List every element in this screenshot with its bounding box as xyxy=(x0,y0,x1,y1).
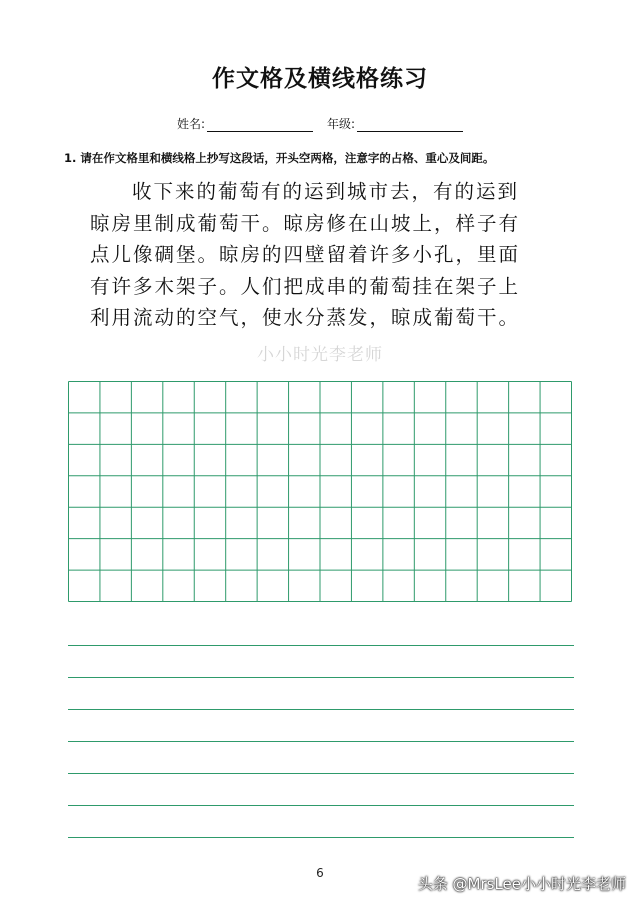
passage-line: 点儿像碉堡。晾房的四壁留着许多小孔，里面 xyxy=(90,243,521,266)
instruction-text: 1. 请在作文格里和横线格上抄写这段话，开头空两格，注意字的占格、重心及间距。 xyxy=(64,151,495,165)
ruled-line xyxy=(68,645,574,646)
passage-line: 晾房里制成葡萄干。晾房修在山坡上，样子有 xyxy=(90,211,521,235)
source-credit: 头条 @MrsLee小小时光李老师 xyxy=(417,875,626,893)
name-label: 姓名: xyxy=(176,117,205,131)
ruled-line xyxy=(68,709,574,710)
ruled-lines-area[interactable] xyxy=(68,645,574,845)
passage xyxy=(90,176,610,334)
writing-grid-lines xyxy=(68,381,572,602)
page-title: 作文格及横线格练习 xyxy=(212,66,428,92)
ruled-line xyxy=(68,837,574,838)
passage-line: 收下来的葡萄有的运到城市去，有的运到 xyxy=(132,180,520,203)
ruled-line xyxy=(68,677,574,678)
grade-field[interactable] xyxy=(327,115,463,132)
ruled-line xyxy=(68,805,574,806)
grade-blank-line[interactable] xyxy=(357,117,463,132)
grade-label: 年级: xyxy=(327,117,356,131)
name-field[interactable] xyxy=(177,115,313,132)
name-blank-line[interactable] xyxy=(207,117,313,132)
passage-line: 利用流动的空气，使水分蒸发，晾成葡萄干。 xyxy=(90,306,521,329)
ruled-line xyxy=(68,773,574,774)
passage-line: 有许多木架子。人们把成串的葡萄挂在架子上 xyxy=(90,274,521,298)
ruled-line xyxy=(68,741,574,742)
watermark-text: 小小时光李老师 xyxy=(257,345,383,365)
writing-grid[interactable] xyxy=(68,381,572,602)
page-number: 6 xyxy=(316,866,324,880)
student-info-fields xyxy=(0,115,640,132)
